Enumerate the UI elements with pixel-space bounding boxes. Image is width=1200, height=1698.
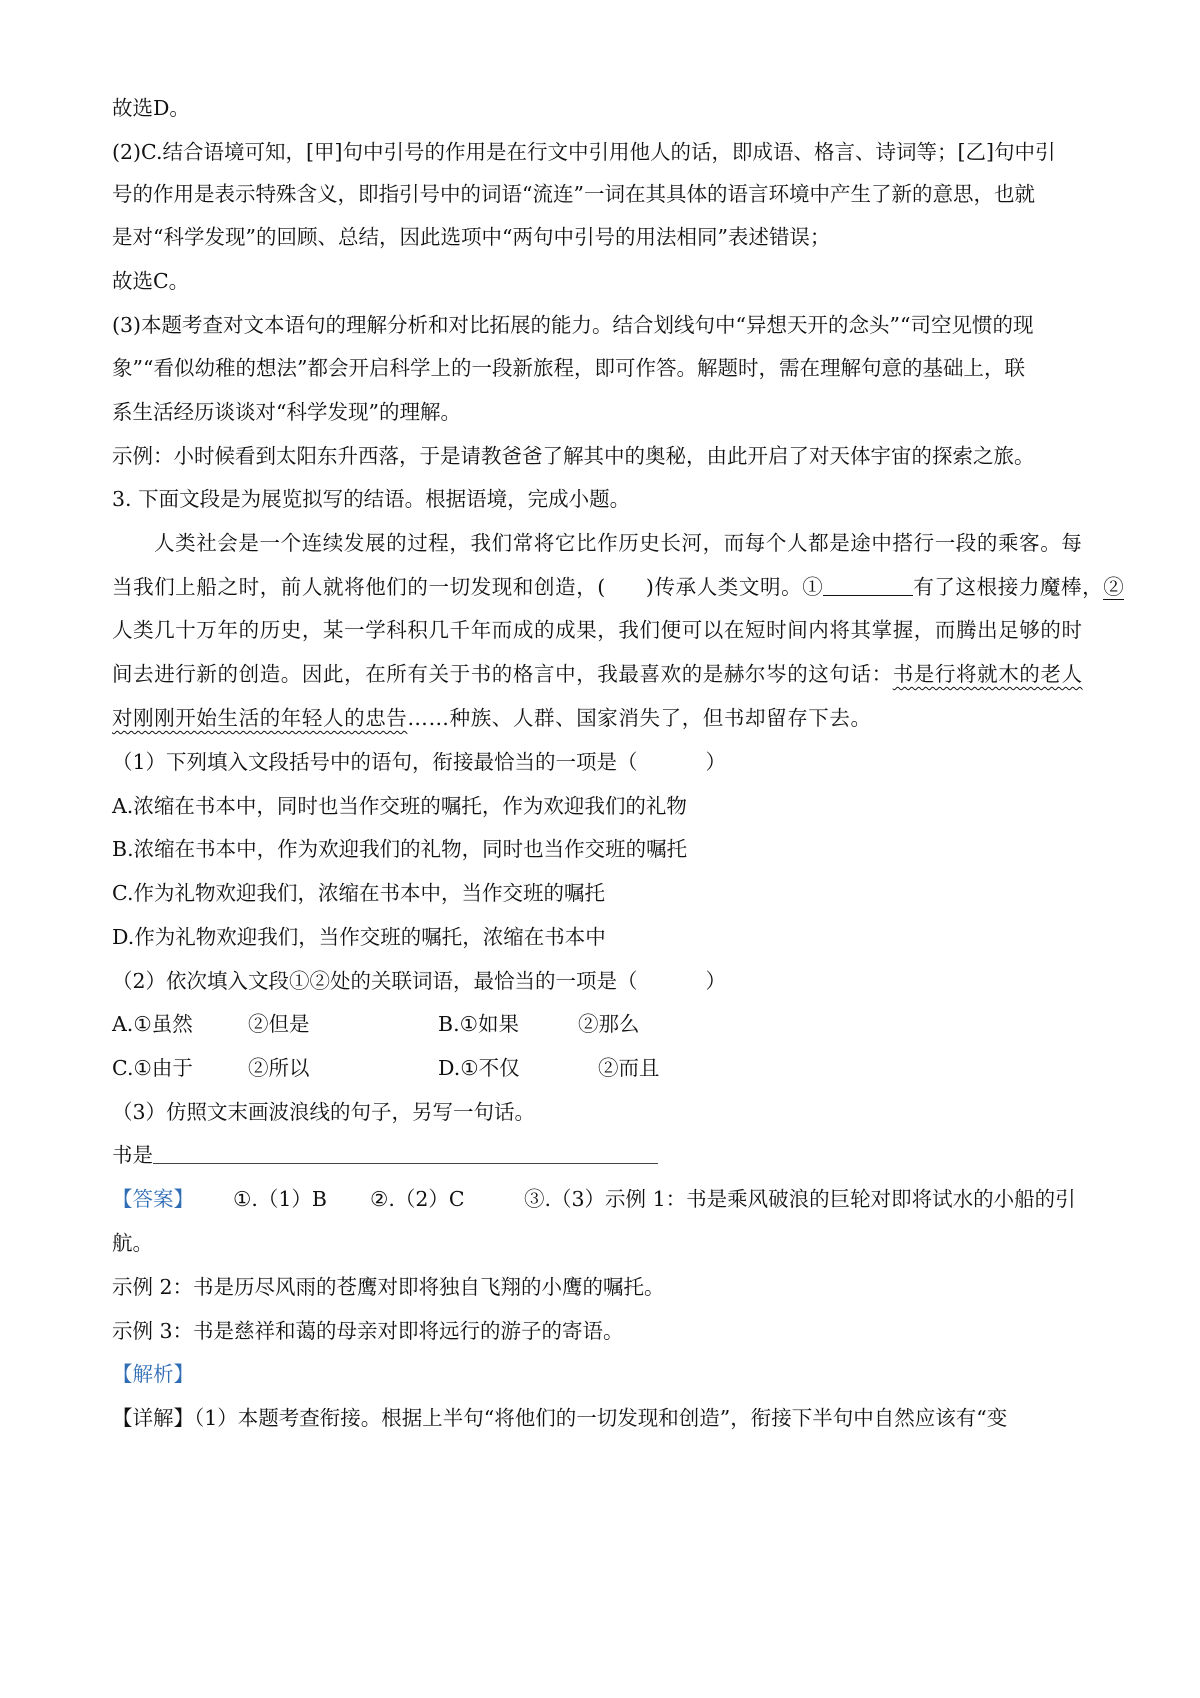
option-d-2: ②而且: [598, 1056, 660, 1080]
text-line: (2)C.结合语境可知，[甲]句中引号的作用是在行文中引用他人的话，即成语、格言、诗词等；[乙]句中引: [112, 140, 1056, 164]
passage-text: )传承人类文明。: [645, 575, 803, 599]
passage-text: 有了这根接力魔棒，: [913, 575, 1104, 599]
option-a: A.浓缩在书本中，同时也当作交班的嘱托，作为欢迎我们的礼物: [112, 794, 687, 818]
blank-2-marker: ②: [1103, 575, 1125, 599]
blank-1: [823, 573, 913, 596]
detail-text: （1）本题考查衔接。根据上半句“将他们的一切发现和创造”，衔接下半句中自然应该有“变: [194, 1406, 1008, 1430]
answer-tag-text: 【答案】: [112, 1187, 194, 1211]
passage-line: 人类几十万年的历史，某一学科积几千年而成的成果，我们便可以在短时间内将其掌握，而腾出足够的时: [112, 618, 1083, 642]
passage-line: [112, 702, 1100, 734]
answer-1: ①.（1）B: [233, 1187, 328, 1211]
blank-1-marker: ①: [802, 575, 824, 599]
option-b: B.浓缩在书本中，作为欢迎我们的礼物，同时也当作交班的嘱托: [112, 837, 688, 861]
option-d: D.作为礼物欢迎我们，当作交班的嘱托，浓缩在书本中: [112, 925, 606, 949]
passage-line: 人类社会是一个连续发展的过程，我们常将它比作历史长河，而每个人都是途中搭行一段的乘客。每: [154, 531, 1083, 555]
question-stem: [112, 746, 1100, 778]
answer-2: ②.（2）C: [370, 1187, 465, 1211]
option-d-1: D.①不仅: [438, 1056, 520, 1080]
text-line: 示例：小时候看到太阳东升西落，于是请教爸爸了解其中的奥秘，由此开启了对天体宇宙的探索之旅。: [112, 444, 1035, 468]
fill-lead: 书是: [112, 1143, 153, 1167]
option-c: C.作为礼物欢迎我们，浓缩在书本中，当作交班的嘱托: [112, 881, 605, 905]
example-3: 示例 3：书是慈祥和蔼的母亲对即将远行的游子的寄语。: [112, 1319, 624, 1343]
stem-text: ）: [705, 750, 727, 774]
text-line: 号的作用是表示特殊含义，即指引号中的词语“流连”一词在其具体的语言环境中产生了新的意思，也就: [112, 182, 1035, 206]
question-stem: [112, 965, 1100, 997]
wavy-underlined-text: 书是行将就木的老人: [892, 662, 1083, 686]
option-b-1: B.①如果: [438, 1012, 519, 1036]
question-heading: 3. 下面文段是为展览拟写的结语。根据语境，完成小题。: [112, 487, 631, 511]
option-a-2: ②但是: [248, 1012, 310, 1036]
text-line: 航。: [112, 1231, 153, 1255]
passage-line: [112, 571, 1125, 603]
option-b-2: ②那么: [578, 1012, 640, 1036]
text-line: 故选C。: [112, 269, 190, 293]
option-c-2: ②所以: [248, 1056, 310, 1080]
stem-text: （1）下列填入文段括号中的语句，衔接最恰当的一项是（: [112, 750, 638, 774]
text-line: 是对“科学发现”的回顾、总结，因此选项中“两句中引号的用法相同”表述错误；: [112, 225, 831, 249]
example-2: 示例 2：书是历尽风雨的苍鹰对即将独自飞翔的小鹰的嘱托。: [112, 1275, 665, 1299]
analysis-tag: [112, 1358, 1100, 1390]
analysis-tag-text: 【解析】: [112, 1362, 194, 1386]
answer-3: ③.（3）示例 1：书是乘风破浪的巨轮对即将试水的小船的引: [524, 1187, 1076, 1211]
answer-tag: [112, 1183, 194, 1215]
text-line: 故选D。: [112, 96, 190, 120]
option-a-1: A.①虽然: [112, 1012, 193, 1036]
text-line: (3)本题考查对文本语句的理解分析和对比拓展的能力。结合划线句中“异想天开的念头”“司空见惯的现: [112, 313, 1034, 337]
option-c-1: C.①由于: [112, 1056, 193, 1080]
passage-text: 当我们上船之时，前人就将他们的一切发现和创造，(: [112, 575, 606, 599]
fill-blank: [153, 1143, 658, 1164]
passage-text: ……种族、人群、国家消失了，但书却留存下去。: [407, 706, 872, 730]
answer-fill-line: [112, 1139, 1100, 1171]
stem-text: （2）依次填入文段①②处的关联词语，最恰当的一项是（: [112, 969, 638, 993]
wavy-underlined-text: 对刚刚开始生活的年轻人的忠告: [112, 706, 408, 730]
passage-text: 间去进行新的创造。因此，在所有关于书的格言中，我最喜欢的是赫尔岑的这句话：: [112, 662, 893, 686]
detail-tag: 【详解】: [112, 1406, 194, 1430]
question-stem: （3）仿照文末画波浪线的句子，另写一句话。: [112, 1100, 536, 1124]
text-line: 象”“看似幼稚的想法”都会开启科学上的一段新旅程，即可作答。解题时，需在理解句意的基础上，联: [112, 356, 1025, 380]
stem-text: ）: [705, 969, 727, 993]
passage-line: [112, 658, 1100, 690]
text-line: 系生活经历谈谈对“科学发现”的理解。: [112, 400, 461, 424]
detail-line: [112, 1402, 1100, 1434]
